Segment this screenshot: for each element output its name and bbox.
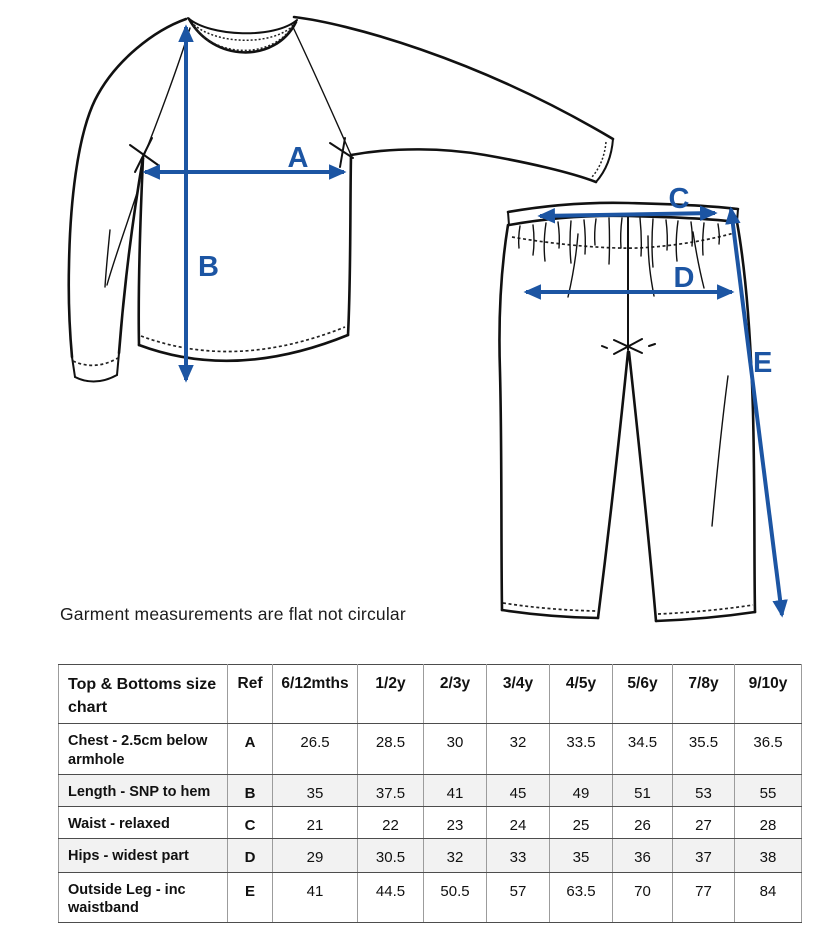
table-row-length (59, 775, 802, 807)
cell-value: 45 (487, 775, 550, 807)
bottoms-outline (499, 203, 755, 621)
flat-measurement-note: Garment measurements are flat not circular (60, 604, 406, 624)
collar (188, 18, 297, 52)
row-ref: E (228, 872, 273, 922)
bottoms-garment-diagram (488, 183, 798, 647)
cell-value: 30.5 (358, 838, 424, 872)
cell-value: 25 (550, 806, 613, 838)
cell-value: 21 (273, 806, 358, 838)
cell-value: 26.5 (273, 724, 358, 775)
col-header-1-2y: 1/2y (358, 665, 424, 724)
row-ref: A (228, 724, 273, 775)
cell-value: 37.5 (358, 775, 424, 807)
right-raglan-seam (292, 25, 351, 155)
cell-value: 41 (273, 872, 358, 922)
table-row-outside-leg (59, 872, 802, 922)
cell-value: 63.5 (550, 872, 613, 922)
cell-value: 23 (424, 806, 487, 838)
cell-value: 35 (550, 838, 613, 872)
cell-value: 70 (613, 872, 673, 922)
table-row-hips (59, 838, 802, 872)
row-label: Outside Leg - inc waistband (59, 872, 228, 922)
cell-value: 33 (487, 838, 550, 872)
size-chart-table (58, 664, 802, 923)
measure-label-c: C (668, 183, 690, 215)
col-header-7-8y: 7/8y (673, 665, 735, 724)
row-ref: D (228, 838, 273, 872)
table-row-waist (59, 806, 802, 838)
cell-value: 77 (673, 872, 735, 922)
cell-value: 35 (273, 775, 358, 807)
cell-value: 32 (487, 724, 550, 775)
row-label: Length - SNP to hem (59, 775, 228, 807)
length-arrow (186, 27, 219, 380)
cell-value: 49 (550, 775, 613, 807)
measure-label-e: E (753, 347, 773, 379)
table-header-row (59, 665, 802, 724)
table-title: Top & Bottoms size chart (59, 665, 228, 724)
measure-label-d: D (673, 262, 695, 294)
cell-value: 28.5 (358, 724, 424, 775)
table-row-chest (59, 724, 802, 775)
cell-value: 55 (735, 775, 802, 807)
cell-value: 32 (424, 838, 487, 872)
body (139, 155, 351, 361)
cell-value: 51 (613, 775, 673, 807)
cell-value: 34.5 (613, 724, 673, 775)
cell-value: 33.5 (550, 724, 613, 775)
cell-value: 38 (735, 838, 802, 872)
outside-leg-arrow (731, 209, 782, 615)
cell-value: 26 (613, 806, 673, 838)
cell-value: 50.5 (424, 872, 487, 922)
underarm-marks (130, 138, 353, 172)
cell-value: 30 (424, 724, 487, 775)
left-sleeve (69, 19, 186, 382)
cell-value: 84 (735, 872, 802, 922)
row-label: Chest - 2.5cm below armhole (59, 724, 228, 775)
col-header-2-3y: 2/3y (424, 665, 487, 724)
row-ref: B (228, 775, 273, 807)
col-header-3-4y: 3/4y (487, 665, 550, 724)
row-label: Hips - widest part (59, 838, 228, 872)
cell-value: 35.5 (673, 724, 735, 775)
cell-value: 22 (358, 806, 424, 838)
cell-value: 24 (487, 806, 550, 838)
cell-value: 37 (673, 838, 735, 872)
col-header-ref: Ref (228, 665, 273, 724)
cell-value: 29 (273, 838, 358, 872)
cell-value: 53 (673, 775, 735, 807)
row-label: Waist - relaxed (59, 806, 228, 838)
measure-label-a: A (287, 142, 309, 174)
cell-value: 27 (673, 806, 735, 838)
body-wrinkles (105, 193, 137, 287)
col-header-6-12mths: 6/12mths (273, 665, 358, 724)
cell-value: 28 (735, 806, 802, 838)
chest-width-arrow (145, 142, 344, 174)
cell-value: 36.5 (735, 724, 802, 775)
left-raglan-seam (143, 28, 190, 158)
measure-label-b: B (198, 251, 219, 283)
row-ref: C (228, 806, 273, 838)
cell-value: 57 (487, 872, 550, 922)
cell-value: 36 (613, 838, 673, 872)
cell-value: 44.5 (358, 872, 424, 922)
col-header-5-6y: 5/6y (613, 665, 673, 724)
cell-value: 41 (424, 775, 487, 807)
col-header-4-5y: 4/5y (550, 665, 613, 724)
col-header-9-10y: 9/10y (735, 665, 802, 724)
